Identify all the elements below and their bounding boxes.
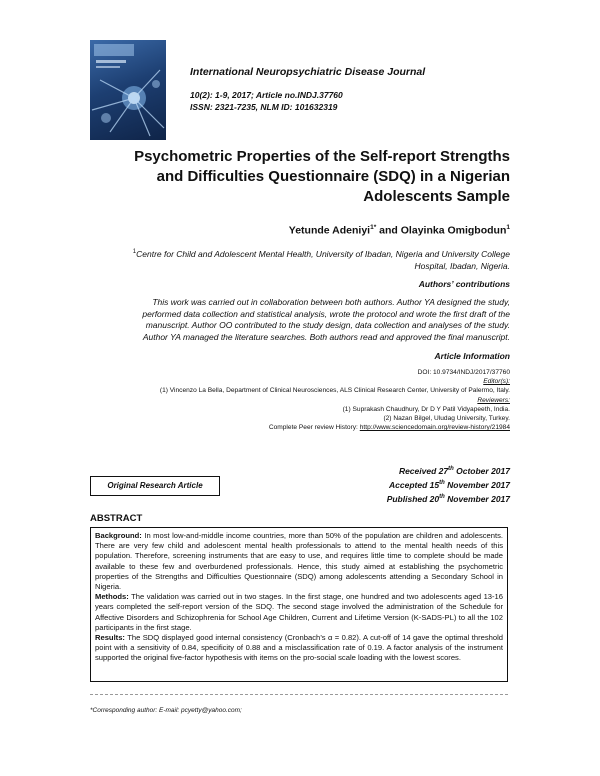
contributions-text (90, 297, 510, 343)
contributions-line: This work was carried out in collaboration between both authors. Author YA designed the study, (152, 297, 510, 307)
reviewer-entry: (1) Suprakash Chaudhury, Dr D Y Patil Vidyapeeth, India. (342, 405, 510, 413)
author-list (289, 224, 510, 237)
doi: DOI: 10.9734/INDJ/2017/37760 (417, 369, 510, 376)
author-name: Olayinka Omigbodun (400, 224, 507, 237)
author-conjunction: and (376, 224, 401, 237)
article-type-badge: Original Research Article (90, 476, 220, 496)
peer-review-history: Complete Peer review History: http://www.sciencedomain.org/review-history/21984 (268, 424, 510, 432)
contributions-line: manuscript. Author OO contributed to the study design, data collection and analyses of the study. (145, 320, 510, 330)
contributions-line: performed data collection and statistical analysis, wrote the protocol and wrote the first draft of the (142, 308, 510, 319)
peer-review-history-link[interactable]: http://www.sciencedomain.org/review-history/21984 (359, 424, 510, 432)
article-dates (387, 463, 510, 504)
reviewers-label: Reviewers: (477, 396, 510, 404)
article-info-heading: Article Information (434, 351, 510, 361)
volume-line: 10(2): 1-9, 2017; Article no.INDJ.37760 (190, 90, 343, 100)
reviewer-entry: (2) Nazan Bilgel, Uludag University, Turkey. (383, 415, 510, 423)
title-line: Adolescents Sample (363, 188, 510, 205)
author-name: Yetunde Adeniyi (288, 224, 371, 237)
abstract-paragraph: Background: In most low-and-middle income countries, more than 50% of the population are children and adolescents. There are very few child and adolescent mental health professionals to attend to the mental health needs of this population. Therefore, screening instruments that are easy to use, and requires little time to complete should be made available to these few and overburdened professionals. Hence, this study aimed at establishing the psychometric properties of the Strengths and Difficulties Questionnaire (SDQ) among adolescents attending a Secondary School in Nigeria. (95, 531, 503, 592)
editors-label: Editor(s): (483, 378, 510, 386)
corresponding-author-footnote: *Corresponding author: E-mail: pcyetty@yahoo.com; (90, 707, 242, 714)
title-line: and Difficulties Questionnaire (SDQ) in a Nigerian (156, 168, 510, 185)
author-superscript: 1 (506, 224, 510, 231)
journal-cover-image (90, 40, 166, 140)
title-line: Psychometric Properties of the Self-report Strengths (134, 148, 510, 165)
article-info (90, 368, 510, 432)
published-date: Published 20th November 2017 (386, 493, 510, 504)
contributions-heading: Authors’ contributions (418, 279, 510, 289)
abstract-paragraph: Methods: The validation was carried out in two stages. In the first stage, one hundred and two adolescents aged 13-16 years completed the self-report version of the SDQ. The second stage involved the administration of the Schedule for Affective Disorders and Schizophrenia for School Age Children, Current and Lifetime Version (K-SADS-PL) to all the 102 participants in the first stage. (95, 592, 503, 632)
affiliation-superscript: 1 (132, 249, 137, 255)
footnote-divider (90, 694, 508, 695)
abstract-box (90, 527, 508, 682)
abstract-heading: ABSTRACT (90, 513, 143, 524)
neuron-illustration-icon (90, 40, 166, 140)
received-date: Received 27th October 2017 (398, 465, 510, 476)
editor-entry: (1) Vincenzo La Bella, Department of Clinical Neurosciences, ALS Clinical Research Center, University of Palermo, Italy. (159, 387, 510, 395)
affiliation (90, 246, 510, 272)
affiliation-line: $^1$Centre for Child and Adolescent Mental Health, University of Ibadan, Nigeria and University College (132, 248, 510, 259)
contributions-line: Author YA managed the literature searches. Both authors read and approved the final manuscript. (142, 331, 510, 342)
abstract-paragraph: Results: The SDQ displayed good internal consistency (Cronbach’s α = 0.82). A cut-off of 14 gave the optimal threshold point with a sensitivity of 0.84, specificity of 0.88 and a misclassification rate of 0.19. A factor analysis of the instrument supported the original five-factor hypothesis with items on the pro-social scale loading with the lowest scores. (95, 633, 503, 663)
issn-line: ISSN: 2321-7235, NLM ID: 101632319 (190, 102, 338, 112)
article-title (90, 147, 510, 207)
affiliation-line: Hospital, Ibadan, Nigeria. (414, 260, 510, 271)
journal-name: International Neuropsychiatric Disease Journal (190, 66, 426, 78)
accepted-date: Accepted 15th November 2017 (389, 479, 510, 490)
author-superscript: 1* (370, 224, 377, 231)
